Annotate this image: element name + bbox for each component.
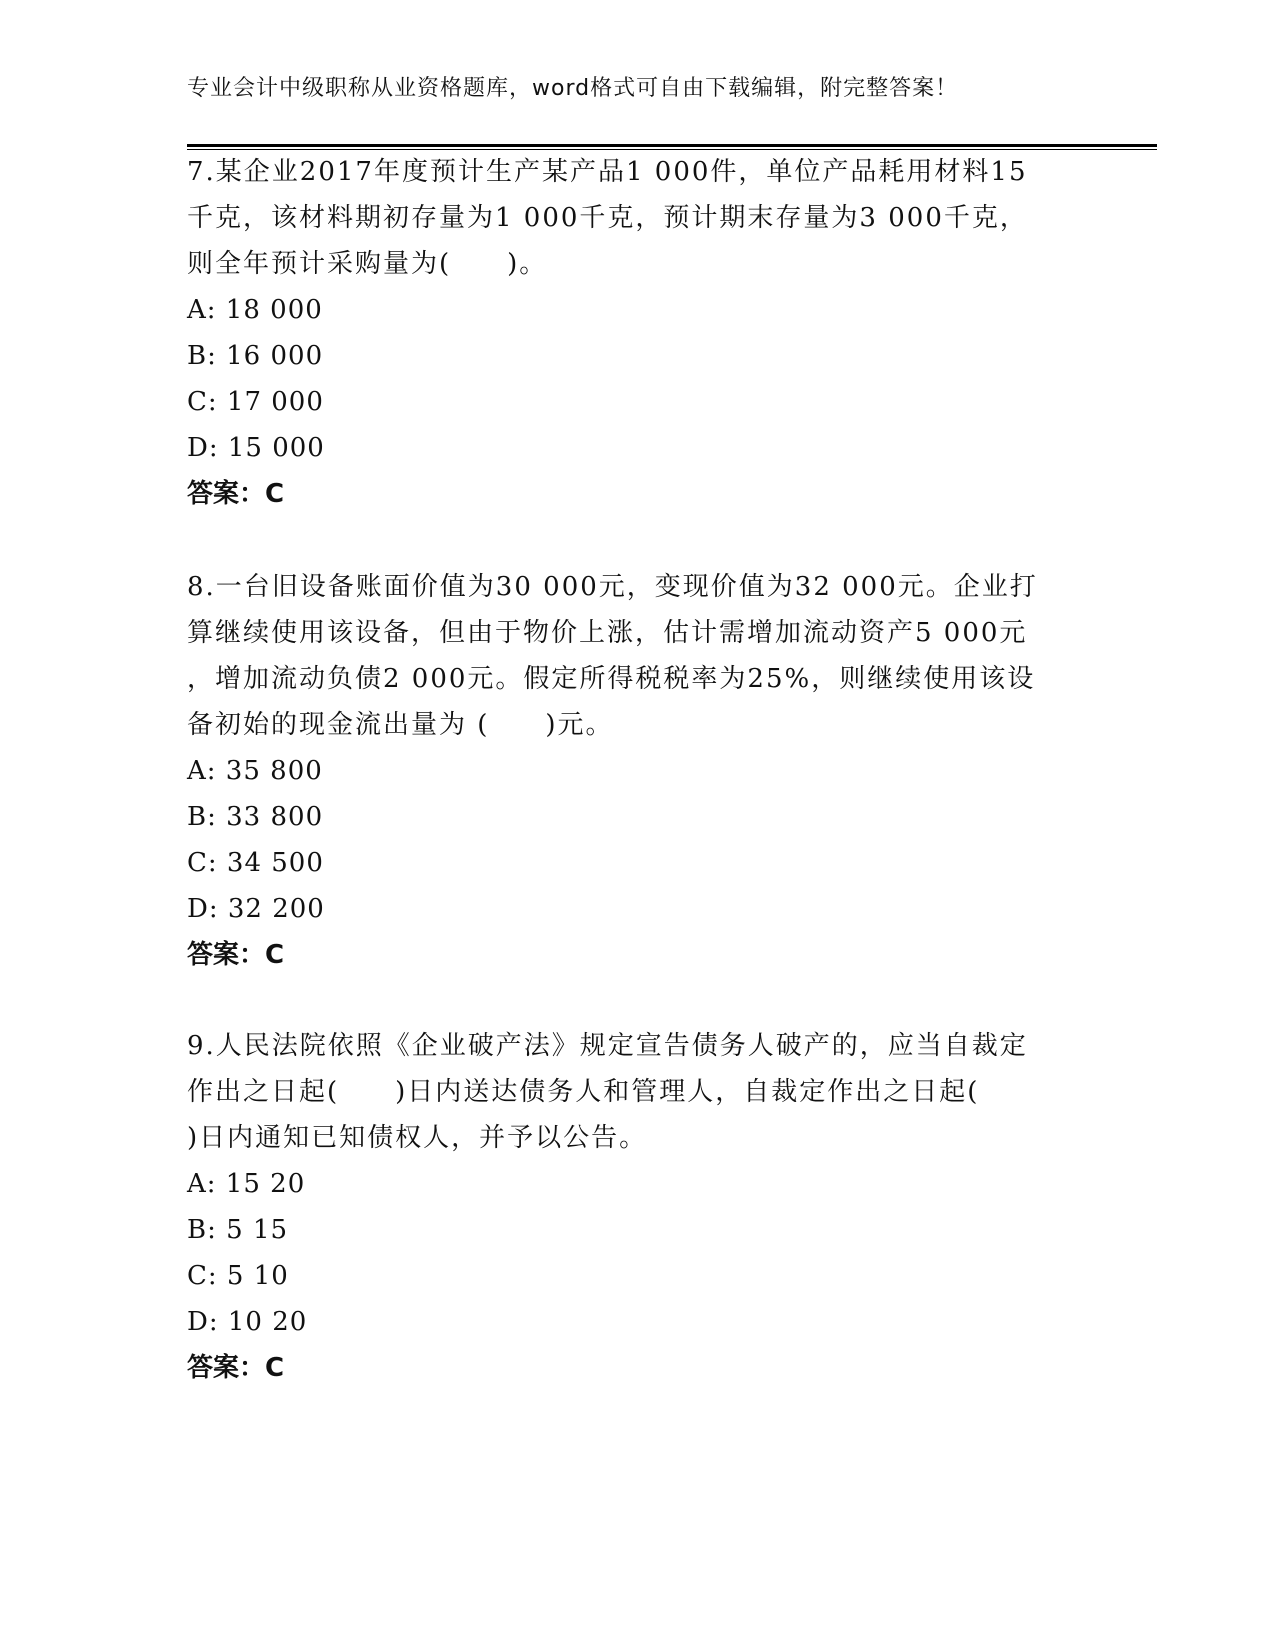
option-b: B: 33 800	[187, 802, 324, 832]
question-stem-line: 千克，该材料期初存量为1 000千克，预计期末存量为3 000千克，	[187, 203, 1028, 233]
question-7	[187, 149, 1087, 517]
question-stem-line: 9.人民法院依照《企业破产法》规定宣告债务人破产的，应当自裁定	[187, 1031, 1028, 1061]
option-c: C: 5 10	[187, 1261, 289, 1291]
question-stem-line: 8.一台旧设备账面价值为30 000元，变现价值为32 000元。企业打	[187, 572, 1038, 602]
answer-label: 答案：C	[187, 1353, 285, 1383]
question-stem-line: 7.某企业2017年度预计生产某产品1 000件，单位产品耗用材料15	[187, 157, 1028, 187]
question-stem-line: 则全年预计采购量为( )。	[187, 249, 548, 279]
answer-label: 答案：C	[187, 479, 285, 509]
option-b: B: 5 15	[187, 1215, 289, 1245]
question-stem-line: ，增加流动负债2 000元。假定所得税税率为25%，则继续使用该设	[187, 664, 1036, 694]
option-d: D: 10 20	[187, 1307, 308, 1337]
option-d: D: 32 200	[187, 894, 325, 924]
header-rule-thick	[187, 144, 1157, 147]
option-d: D: 15 000	[187, 433, 325, 463]
option-b: B: 16 000	[187, 341, 324, 371]
page-header: 专业会计中级职称从业资格题库，word格式可自由下载编辑，附完整答案！	[187, 76, 959, 101]
option-a: A: 18 000	[187, 295, 323, 325]
answer-label: 答案：C	[187, 940, 285, 970]
question-stem-line: 备初始的现金流出量为 ( )元。	[187, 710, 614, 740]
option-a: A: 35 800	[187, 756, 323, 786]
option-c: C: 34 500	[187, 848, 324, 878]
question-stem-line: 算继续使用该设备，但由于物价上涨，估计需增加流动资产5 000元	[187, 618, 1028, 648]
question-stem-line: )日内通知已知债权人，并予以公告。	[187, 1123, 648, 1153]
option-a: A: 15 20	[187, 1169, 306, 1199]
question-8	[187, 564, 1087, 978]
question-9	[187, 1023, 1087, 1391]
option-c: C: 17 000	[187, 387, 324, 417]
question-stem-line: 作出之日起( )日内送达债务人和管理人，自裁定作出之日起(	[187, 1077, 980, 1107]
